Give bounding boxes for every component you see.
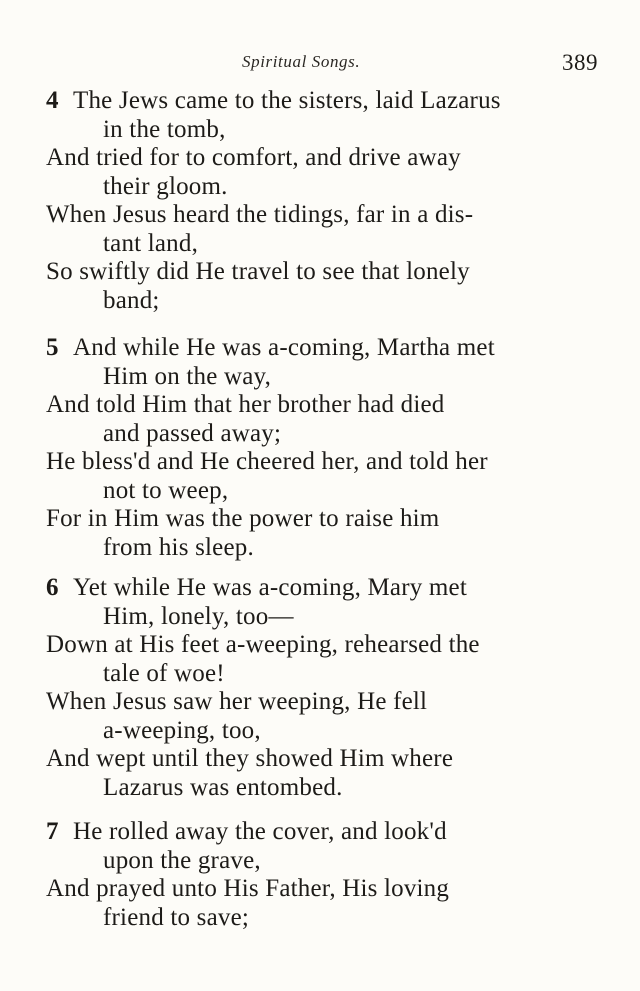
verse-number: 4: [46, 87, 59, 114]
stanza-7: [46, 818, 606, 932]
verse-line: a-weeping, too,: [103, 716, 261, 744]
verse-line: And wept until they showed Him where: [46, 745, 454, 772]
stanza-5: [46, 334, 606, 562]
verse-line: their gloom.: [103, 172, 228, 200]
verse-number: 5: [46, 334, 59, 361]
verse-line-text: And while He was a-coming, Martha met: [73, 334, 495, 361]
verse-line: [46, 87, 606, 116]
verse-line: Lazarus was entombed.: [103, 773, 343, 801]
verse-line: Him on the way,: [103, 362, 272, 390]
verse-line: And told Him that her brother had died: [46, 391, 445, 418]
verse-line: Him, lonely, too—: [103, 602, 294, 630]
verse-line: [46, 574, 606, 603]
verse-line-text: The Jews came to the sisters, laid Lazarus: [73, 87, 501, 114]
verse-line: band;: [103, 286, 160, 314]
verse-number: 7: [46, 818, 59, 845]
verse-line: So swiftly did He travel to see that lonely: [46, 258, 470, 285]
verse-line: not to weep,: [103, 476, 229, 504]
verse-line: in the tomb,: [103, 115, 226, 143]
verse-number: 6: [46, 574, 59, 601]
verse-line: And tried for to comfort, and drive away: [46, 144, 461, 171]
verse-line: Down at His feet a-weeping, rehearsed the: [46, 631, 480, 658]
stanza-4: [46, 87, 606, 315]
running-head: [0, 50, 640, 80]
verse-line: And prayed unto His Father, His loving: [46, 875, 450, 902]
stanza-6: [46, 574, 606, 802]
verse-line: When Jesus saw her weeping, He fell: [46, 688, 428, 715]
verse-line: tant land,: [103, 229, 199, 257]
verse-line-text: Yet while He was a-coming, Mary met: [73, 574, 467, 601]
verse-line: [46, 334, 606, 363]
verse-line: upon the grave,: [103, 846, 261, 874]
running-title: Spiritual Songs.: [242, 52, 361, 71]
verse-line: For in Him was the power to raise him: [46, 505, 440, 532]
verse-line: He bless'd and He cheered her, and told her: [46, 448, 488, 475]
page-number: 389: [562, 50, 598, 75]
verse-line-text: He rolled away the cover, and look'd: [73, 818, 447, 845]
verse-line: [46, 818, 606, 847]
verse-line: When Jesus heard the tidings, far in a dis-: [46, 201, 474, 228]
verse-line: friend to save;: [103, 903, 250, 931]
verse-line: from his sleep.: [103, 533, 254, 561]
verse-line: and passed away;: [103, 419, 282, 447]
verse-line: tale of woe!: [103, 659, 225, 687]
